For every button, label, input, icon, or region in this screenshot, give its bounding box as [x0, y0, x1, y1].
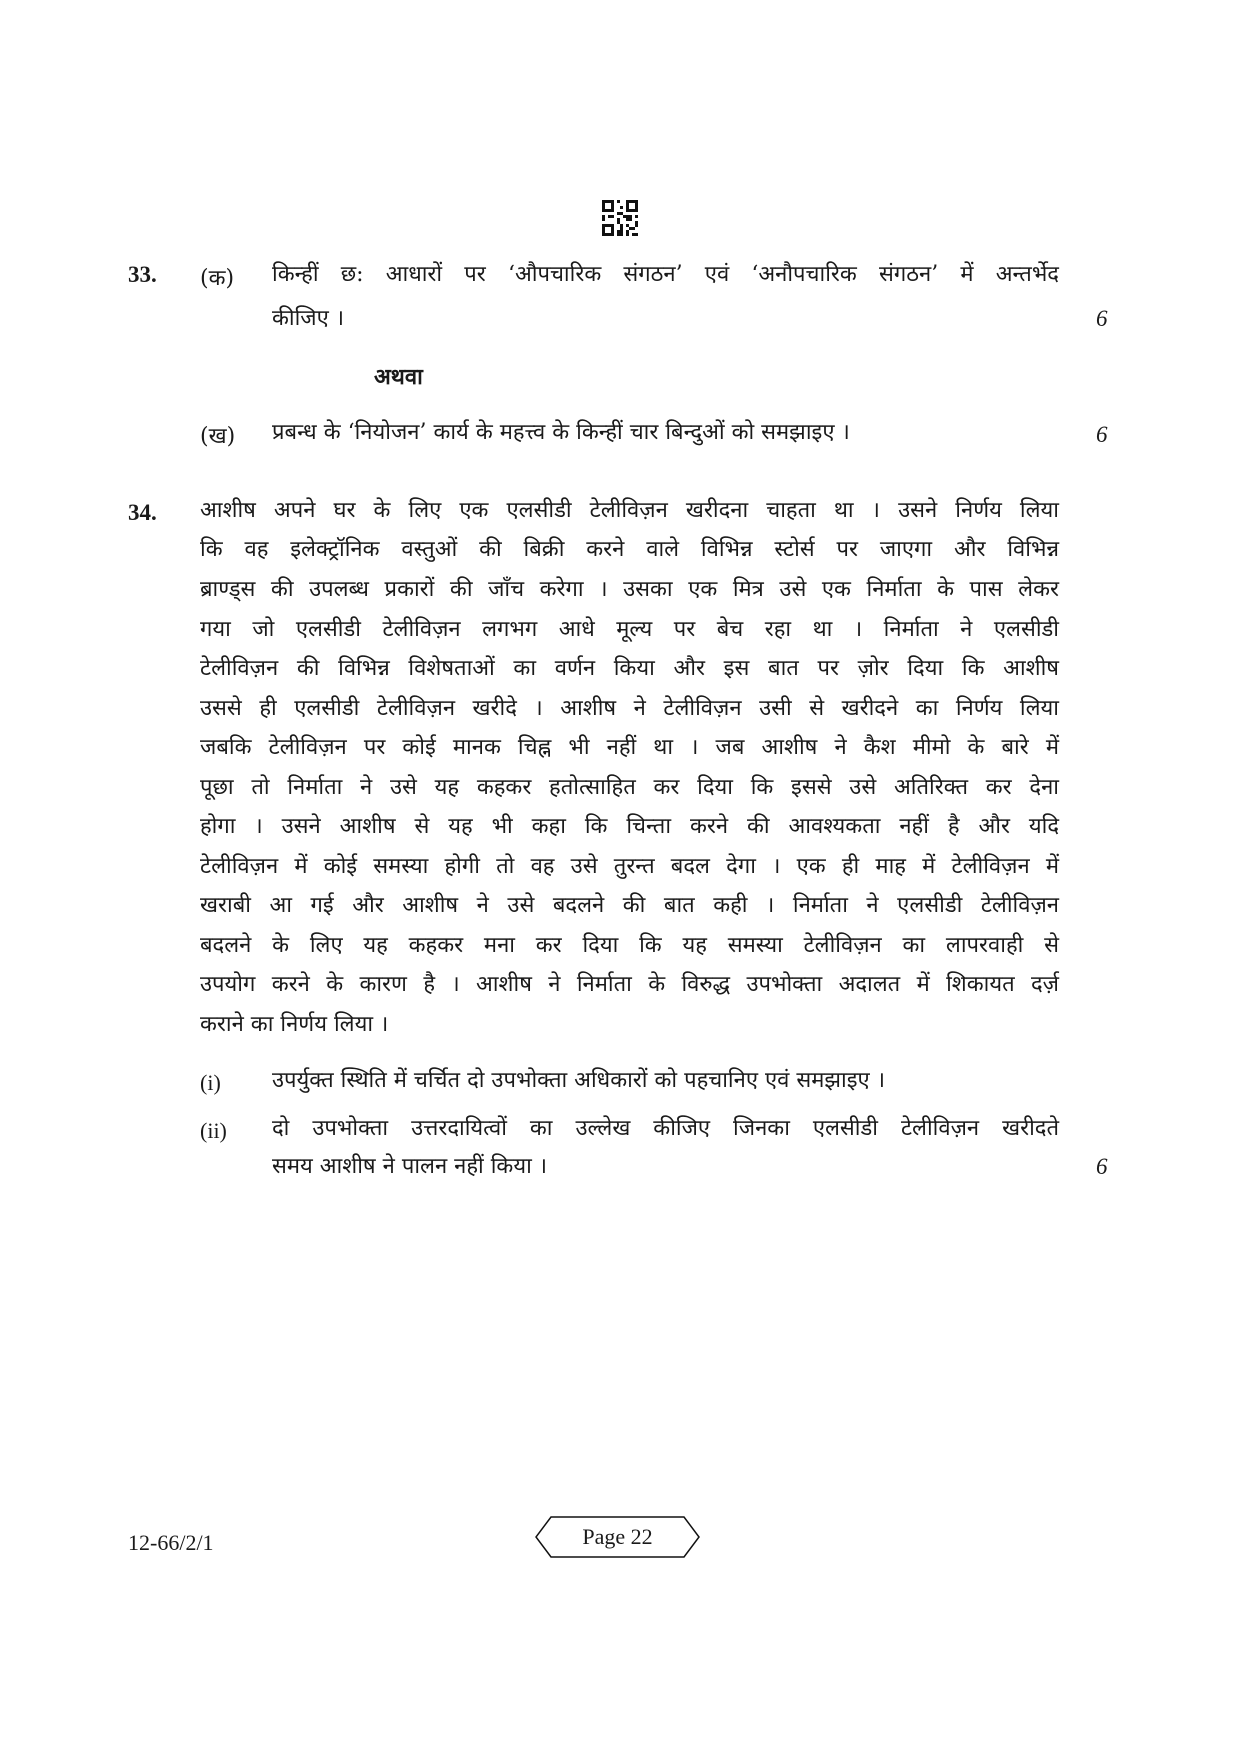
paragraph-line: गया जो एलसीडी टेलीविज़न लगभग आधे मूल्य पर बेच रहा था । निर्माता ने एलसीडी [200, 617, 1059, 642]
paragraph-line: कि वह इलेक्ट्रॉनिक वस्तुओं की बिक्री करने वाले विभिन्न स्टोर्स पर जाएगा और विभिन्न [200, 537, 1059, 562]
or-label: अथवा [374, 364, 423, 390]
sub-question-label: (i) [200, 1070, 221, 1095]
paragraph-line: टेलीविज़न की विभिन्न विशेषताओं का वर्णन किया और इस बात पर ज़ोर दिया कि आशीष [200, 656, 1059, 681]
qr-code-icon [602, 200, 638, 236]
question-text: कीजिए । [272, 306, 345, 331]
paragraph-line: उससे ही एलसीडी टेलीविज़न खरीदे । आशीष ने टेलीविज़न उसी से खरीदने का निर्णय लिया [200, 696, 1059, 721]
paragraph-line: होगा । उसने आशीष से यह भी कहा कि चिन्ता करने की आवश्यकता नहीं है और यदि [200, 814, 1059, 839]
marks: 6 [1096, 1154, 1108, 1179]
paper-code: 12-66/2/1 [128, 1530, 214, 1555]
paragraph-line: खराबी आ गई और आशीष ने उसे बदलने की बात कही । निर्माता ने एलसीडी टेलीविज़न [200, 893, 1059, 918]
question-number: 33. [128, 262, 157, 287]
marks: 6 [1096, 422, 1108, 447]
paragraph-line: जबकि टेलीविज़न पर कोई मानक चिह्न भी नहीं था । जब आशीष ने कैश मीमो के बारे में [200, 735, 1059, 760]
paragraph-line: पूछा तो निर्माता ने उसे यह कहकर हतोत्साहित कर दिया कि इससे उसे अतिरिक्त कर देना [200, 775, 1059, 800]
paragraph-line: आशीष अपने घर के लिए एक एलसीडी टेलीविज़न खरीदना चाहता था । उसने निर्णय लिया [200, 498, 1059, 523]
sub-question-text: समय आशीष ने पालन नहीं किया । [272, 1154, 548, 1179]
option-label: (क) [200, 266, 235, 291]
sub-question-text: दो उपभोक्ता उत्तरदायित्वों का उल्लेख कीजिए जिनका एलसीडी टेलीविज़न खरीदते [272, 1116, 1059, 1141]
question-text: प्रबन्ध के ‘नियोजन’ कार्य के महत्त्व के किन्हीं चार बिन्दुओं को समझाइए । [272, 420, 850, 445]
paragraph-line: टेलीविज़न में कोई समस्या होगी तो वह उसे तुरन्त बदल देगा । एक ही माह में टेलीविज़न में [200, 854, 1060, 879]
marks: 6 [1096, 306, 1108, 331]
paragraph-line: बदलने के लिए यह कहकर मना कर दिया कि यह समस्या टेलीविज़न का लापरवाही से [200, 933, 1059, 958]
sub-question-label: (ii) [200, 1118, 227, 1143]
question-number: 34. [128, 500, 157, 525]
question-text: किन्हीं छ: आधारों पर ‘औपचारिक संगठन’ एवं ‘अनौपचारिक संगठन’ में अन्तर्भेद [272, 262, 1059, 287]
paragraph-line: उपयोग करने के कारण है । आशीष ने निर्माता के विरुद्ध उपभोक्ता अदालत में शिकायत दर्ज़ [200, 972, 1059, 997]
sub-question-text: उपर्युक्त स्थिति में चर्चित दो उपभोक्ता अधिकारों को पहचानिए एवं समझाइए । [272, 1068, 886, 1093]
paragraph-line: कराने का निर्णय लिया । [200, 1012, 389, 1037]
option-label: (ख) [200, 424, 236, 449]
paragraph-line: ब्राण्ड्स की उपलब्ध प्रकारों की जाँच करेगा । उसका एक मित्र उसे एक निर्माता के पास लेकर [200, 577, 1059, 602]
page-number-badge [535, 1516, 700, 1558]
page-number: Page 22 [582, 1524, 653, 1549]
